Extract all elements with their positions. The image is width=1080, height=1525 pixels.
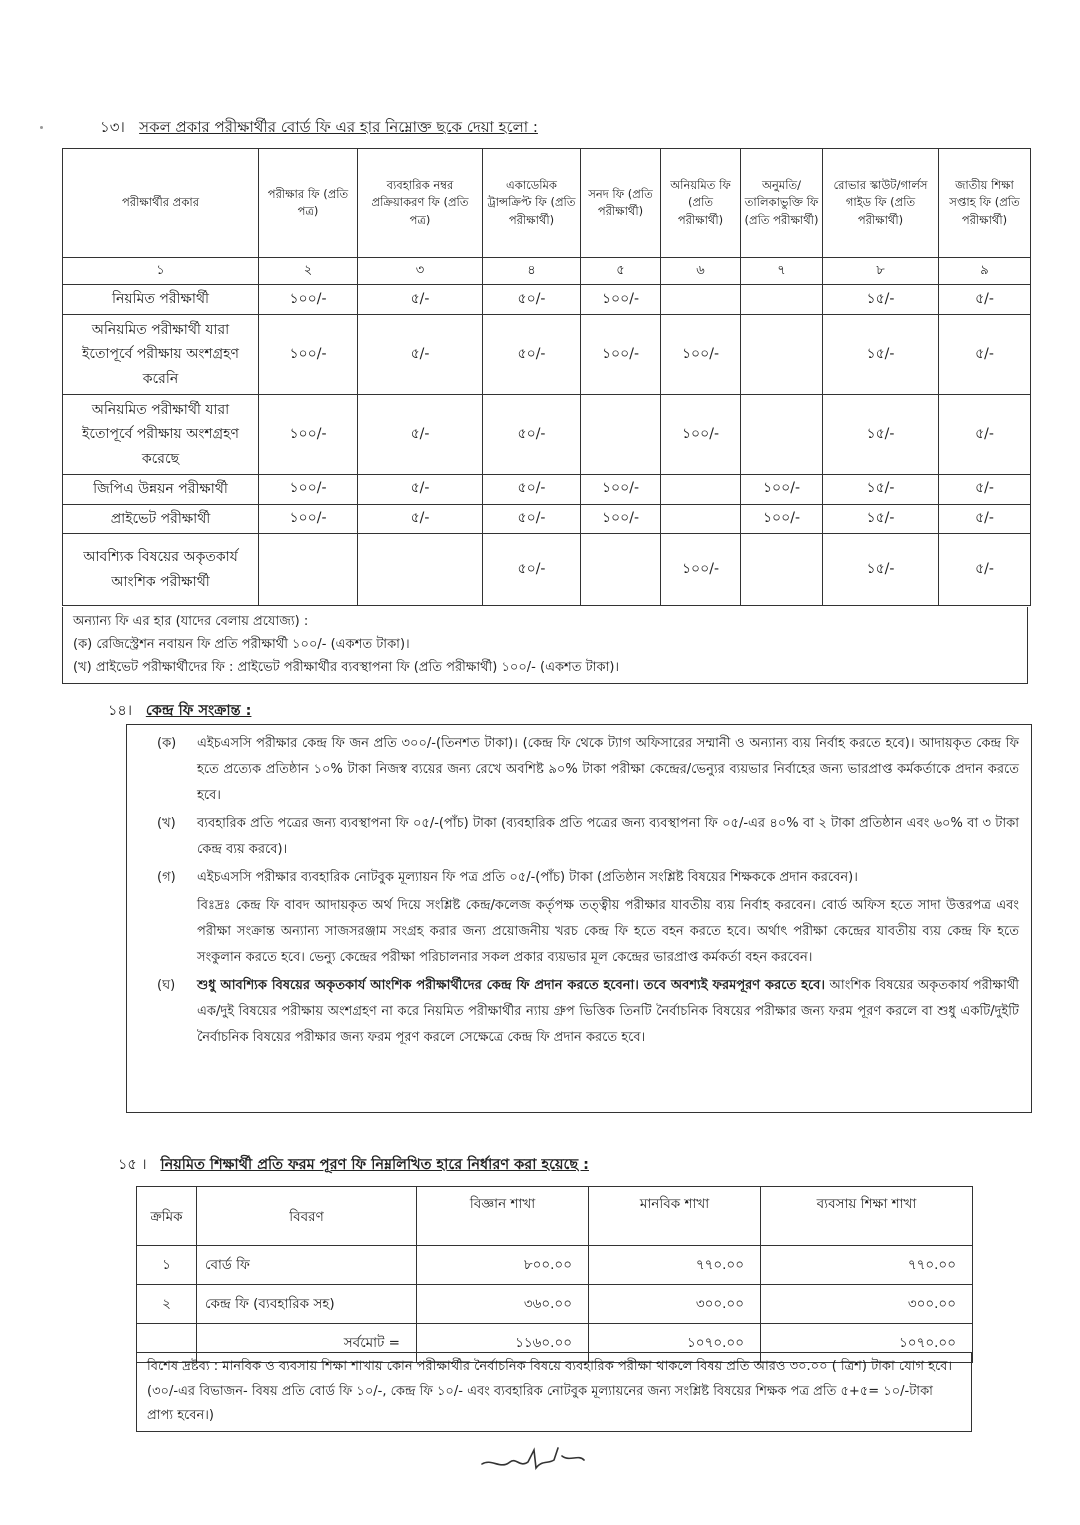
header-cell: অনিয়মিত ফি (প্রতি পরীক্ষার্থী) (661, 149, 741, 258)
fee-cell: ১০০/- (259, 315, 358, 395)
fee-cell: ১০০/- (741, 504, 823, 534)
fee-cell (581, 395, 661, 475)
column-number: ৪ (483, 258, 581, 285)
fee-cell: ১০০/- (661, 534, 741, 606)
humanities-total: ১০৭০.০০ (589, 1324, 761, 1363)
fee-cell: ১০০/- (581, 285, 661, 315)
header-cell: সনদ ফি (প্রতি পরীক্ষার্থী) (581, 149, 661, 258)
header-cell: একাডেমিক ট্রান্সক্রিপ্ট ফি (প্রতি পরীক্ষার্থী) (483, 149, 581, 258)
item-marker: (খ) (157, 816, 176, 831)
examinee-type-cell: আবশ্যিক বিষয়ের অকৃতকার্য আংশিক পরীক্ষার্থী (63, 534, 259, 606)
section-title: সকল প্রকার পরীক্ষার্থীর বোর্ড ফি এর হার নিম্নোক্ত ছকে দেয়া হলো : (139, 118, 538, 136)
fee-cell: ৫/- (939, 285, 1031, 315)
item-text: আংশিক বিষয়ের অকৃতকার্য পরীক্ষার্থী এক/দুই বিষয়ের পরীক্ষায় অংশগ্রহণ না করে নিয়মিত পরীক্ষার্থীর ন্যায় গ্রুপ ভিত্তিক তিনটি নৈর্বাচনিক বিষয়ের পরীক্ষার জন্য ফরম পূরণ করলে বা শুধু একটি/দুইটি নৈর্বাচনিক বিষয়ের পরীক্ষার জন্য ফরম পূরণ করলে সেক্ষেত্রে কেন্দ্র ফি প্রদান করতে হবে। (197, 978, 1019, 1045)
fee-cell: ১০০/- (581, 504, 661, 534)
fee-cell: ৫/- (358, 395, 483, 475)
column-number: ৬ (661, 258, 741, 285)
examinee-type-cell: নিয়মিত পরীক্ষার্থী (63, 285, 259, 315)
fee-cell: ৫/- (939, 315, 1031, 395)
fee-cell (741, 395, 823, 475)
business-cell: ৭৭০.০০ (761, 1246, 973, 1285)
section-13-heading (100, 116, 538, 141)
note-line: অন্যান্য ফি এর হার (যাদের বেলায় প্রযোজ্য) : (73, 614, 309, 629)
board-fee-table (62, 148, 1031, 606)
item-marker: (ঘ) (157, 978, 176, 993)
other-fees-notes (62, 607, 1028, 684)
header-cell: ব্যবসায় শিক্ষা শাখা (761, 1187, 973, 1246)
fee-cell: ১০০/- (259, 285, 358, 315)
header-cell: জাতীয় শিক্ষা সপ্তাহ ফি (প্রতি পরীক্ষার্থী) (939, 149, 1031, 258)
science-cell: ৩৬০.০০ (417, 1285, 589, 1324)
header-cell: বিজ্ঞান শাখা (417, 1187, 589, 1246)
fee-cell: ৫/- (939, 475, 1031, 505)
fee-cell: ৫০/- (483, 534, 581, 606)
fee-cell: ১০০/- (661, 315, 741, 395)
centre-fee-box (126, 724, 1032, 1113)
table-row (63, 285, 1031, 315)
header-cell: রোভার স্কাউট/গার্লস গাইড ফি (প্রতি পরীক্ষার্থী) (823, 149, 939, 258)
serial-cell: ১ (137, 1246, 197, 1285)
column-number: ১ (63, 258, 259, 285)
examinee-type-cell: অনিয়মিত পরীক্ষার্থী যারা ইতোপূর্বে পরীক্ষায় অংশগ্রহণ করেনি (63, 315, 259, 395)
fee-cell: ১৫/- (823, 395, 939, 475)
fee-cell (661, 504, 741, 534)
fee-cell: ৫০/- (483, 315, 581, 395)
section-15-heading (118, 1154, 589, 1178)
item-text: ব্যবহারিক প্রতি পত্রের জন্য ব্যবস্থাপনা ফি ০৫/-(পাঁচ) টাকা (ব্যবহারিক প্রতি পত্রের জন্য ব্যবস্থাপনা ফি ০৫/-এর ৪০% বা ২ টাকা প্রতিষ্ঠান এবং ৬০% বা ৩ টাকা কেন্দ্র ব্যয় করবে)। (197, 816, 1019, 857)
table-row (63, 534, 1031, 606)
header-cell: বিবরণ (197, 1187, 417, 1246)
section-number: ১৩। (100, 118, 125, 136)
science-cell: ৮০০.০০ (417, 1246, 589, 1285)
examinee-type-cell: প্রাইভেট পরীক্ষার্থী (63, 504, 259, 534)
section-14-heading (108, 700, 251, 724)
section-number: ১৪। (108, 703, 133, 719)
column-number: ২ (259, 258, 358, 285)
section-title: কেন্দ্র ফি সংক্রান্ত : (145, 703, 252, 719)
note-line: (ক) রেজিস্ট্রেশন নবায়ন ফি প্রতি পরীক্ষার্থী ১০০/- (একশত টাকা)। (73, 636, 410, 652)
table-row (63, 504, 1031, 534)
fee-cell: ৫/- (939, 395, 1031, 475)
fee-cell: ১৫/- (823, 504, 939, 534)
total-label: সর্বমোট = (197, 1324, 417, 1363)
description-cell: কেন্দ্র ফি (ব্যবহারিক সহ) (197, 1285, 417, 1324)
item-bold-text: শুধু আবশ্যিক বিষয়ের অকৃতকার্য আংশিক পরীক্ষার্থীদের কেন্দ্র ফি প্রদান করতে হবেনা। তবে অবশ্যই ফরমপূরণ করতে হবে। (197, 978, 826, 993)
fee-cell: ১০০/- (661, 395, 741, 475)
humanities-cell: ৭৭০.০০ (589, 1246, 761, 1285)
header-cell: ব্যবহারিক নম্বর প্রক্রিয়াকরণ ফি (প্রতি পত্র) (358, 149, 483, 258)
fee-cell: ১০০/- (741, 475, 823, 505)
header-cell: মানবিক শাখা (589, 1187, 761, 1246)
fee-cell: ৫/- (358, 504, 483, 534)
form-fill-fee-table (136, 1186, 973, 1363)
item-text: এইচএসসি পরীক্ষার কেন্দ্র ফি জন প্রতি ৩০০/-(তিনশত টাকা)। (কেন্দ্র ফি থেকে ট্যাগ অফিসারের সম্মানী ও অন্যান্য ব্যয় নির্বাহ করতে হবে)। আদায়কৃত কেন্দ্র ফি হতে প্রত্যেক প্রতিষ্ঠান ১০% টাকা নিজস্ব ব্যয়ের জন্য রেখে অবশিষ্ট ৯০% টাকা পরীক্ষা কেন্দ্রের/ভেন্যুর ব্যয়ভার নির্বাহের জন্য ভারপ্রাপ্ত কর্মকর্তাকে প্রদান করতে হবে। (197, 736, 1019, 803)
fee-cell (741, 315, 823, 395)
examinee-type-cell: অনিয়মিত পরীক্ষার্থী যারা ইতোপূর্বে পরীক্ষায় অংশগ্রহণ করেছে (63, 395, 259, 475)
page-speck (40, 126, 43, 129)
column-number-row (63, 258, 1031, 285)
list-item (157, 731, 1019, 809)
business-total: ১০৭০.০০ (761, 1324, 973, 1363)
section-title: নিয়মিত শিক্ষার্থী প্রতি ফরম পূরণ ফি নিম্নলিখিত হারে নির্ধারণ করা হয়েছে : (160, 1157, 589, 1173)
fee-cell (741, 534, 823, 606)
fee-cell (661, 475, 741, 505)
handwritten-signature (478, 1440, 588, 1480)
section-number: ১৫ । (118, 1157, 147, 1173)
serial-cell: ২ (137, 1285, 197, 1324)
fee-cell: ১৫/- (823, 534, 939, 606)
fee-cell: ৫/- (358, 285, 483, 315)
header-cell: পরীক্ষার ফি (প্রতি পত্র) (259, 149, 358, 258)
header-cell: পরীক্ষার্থীর প্রকার (63, 149, 259, 258)
science-total: ১১৬০.০০ (417, 1324, 589, 1363)
fee-cell (661, 285, 741, 315)
item-marker: (ক) (157, 736, 177, 751)
column-number: ৩ (358, 258, 483, 285)
table-row (137, 1246, 973, 1285)
fee-cell: ৫০/- (483, 285, 581, 315)
fee-cell (581, 534, 661, 606)
item-marker: (গ) (157, 870, 176, 885)
header-row (137, 1187, 973, 1246)
fee-cell: ৫০/- (483, 395, 581, 475)
column-number: ৯ (939, 258, 1031, 285)
column-number: ৭ (741, 258, 823, 285)
fee-cell: ৫০/- (483, 504, 581, 534)
fee-cell: ১৫/- (823, 315, 939, 395)
humanities-cell: ৩০০.০০ (589, 1285, 761, 1324)
table-row (63, 475, 1031, 505)
fee-cell: ১৫/- (823, 285, 939, 315)
description-cell: বোর্ড ফি (197, 1246, 417, 1285)
note-line: (খ) প্রাইভেট পরীক্ষার্থীদের ফি : প্রাইভেট পরীক্ষার্থীর ব্যবস্থাপনা ফি (প্রতি পরীক্ষার্থী) ১০০/- (একশত টাকা)। (73, 659, 620, 675)
fee-cell: ৫/- (939, 504, 1031, 534)
list-item (157, 811, 1019, 863)
examinee-type-cell: জিপিএ উন্নয়ন পরীক্ষার্থী (63, 475, 259, 505)
fee-cell: ৫/- (358, 315, 483, 395)
column-number: ৮ (823, 258, 939, 285)
special-note: বিশেষ দ্রষ্টব্য : মানবিক ও ব্যবসায় শিক্ষা শাখায় কোন পরীক্ষার্থীর নৈর্বাচনিক বিষয়ে ব্যবহারিক পরীক্ষা থাকলে বিষয় প্রতি আরও ৩০.০০ ( ত্রিশ) টাকা যোগ হবে। (৩০/-এর বিভাজন- বিষয় প্রতি বোর্ড ফি ১০/-, কেন্দ্র ফি ১০/- এবং ব্যবহারিক নোটবুক মূল্যায়নের জন্য সংশ্লিষ্ট বিষয়ের শিক্ষক পত্র প্রতি ৫+৫= ১০/-টাকা প্রাপ্য হবেন।) (136, 1352, 972, 1432)
header-cell: ক্রমিক (137, 1187, 197, 1246)
header-cell: অনুমতি/ তালিকাভুক্তি ফি (প্রতি পরীক্ষার্থী) (741, 149, 823, 258)
item-note: বিঃদ্রঃ কেন্দ্র ফি বাবদ আদায়কৃত অর্থ দিয়ে সংশ্লিষ্ট কেন্দ্র/কলেজ কর্তৃপক্ষ তত্ত্বীয় পরীক্ষার যাবতীয় ব্যয় নির্বাহ করবেন। বোর্ড অফিস হতে সাদা উত্তরপত্র এবং পরীক্ষা সংক্রান্ত অন্যান্য সাজসরঞ্জাম সংগ্রহ করার জন্য প্রয়োজনীয় খরচ কেন্দ্র ফি হতে বহন করতে হবে। অর্থাৎ পরীক্ষা কেন্দ্রের যাবতীয় ব্যয় কেন্দ্র ফি হতে সংকুলান করতে হবে। ভেন্যু কেন্দ্রের পরীক্ষা পরিচালনার সকল প্রকার ব্যয়ভার মূল কেন্দ্রের ভারপ্রাপ্ত কর্মকর্তা বহন করবেন। (197, 898, 1019, 965)
column-number: ৫ (581, 258, 661, 285)
fee-cell: ১০০/- (259, 395, 358, 475)
list-item (157, 865, 1019, 971)
header-row (63, 149, 1031, 258)
fee-cell: ৫/- (939, 534, 1031, 606)
table-row (63, 395, 1031, 475)
fee-cell: ১০০/- (259, 475, 358, 505)
fee-cell: ৫০/- (483, 475, 581, 505)
fee-cell: ১০০/- (581, 315, 661, 395)
item-text: এইচএসসি পরীক্ষার ব্যবহারিক নোটবুক মূল্যায়ন ফি পত্র প্রতি ০৫/-(পাঁচ) টাকা (প্রতিষ্ঠান সংশ্লিষ্ট বিষয়ের শিক্ষককে প্রদান করবেন)। (197, 870, 858, 885)
fee-cell: ১৫/- (823, 475, 939, 505)
list-item (157, 973, 1019, 1051)
fee-cell: ৫/- (358, 475, 483, 505)
fee-cell (358, 534, 483, 606)
table-row (137, 1285, 973, 1324)
fee-cell (741, 285, 823, 315)
table-row (63, 315, 1031, 395)
fee-cell (259, 534, 358, 606)
fee-cell: ১০০/- (259, 504, 358, 534)
fee-cell: ১০০/- (581, 475, 661, 505)
business-cell: ৩০০.০০ (761, 1285, 973, 1324)
